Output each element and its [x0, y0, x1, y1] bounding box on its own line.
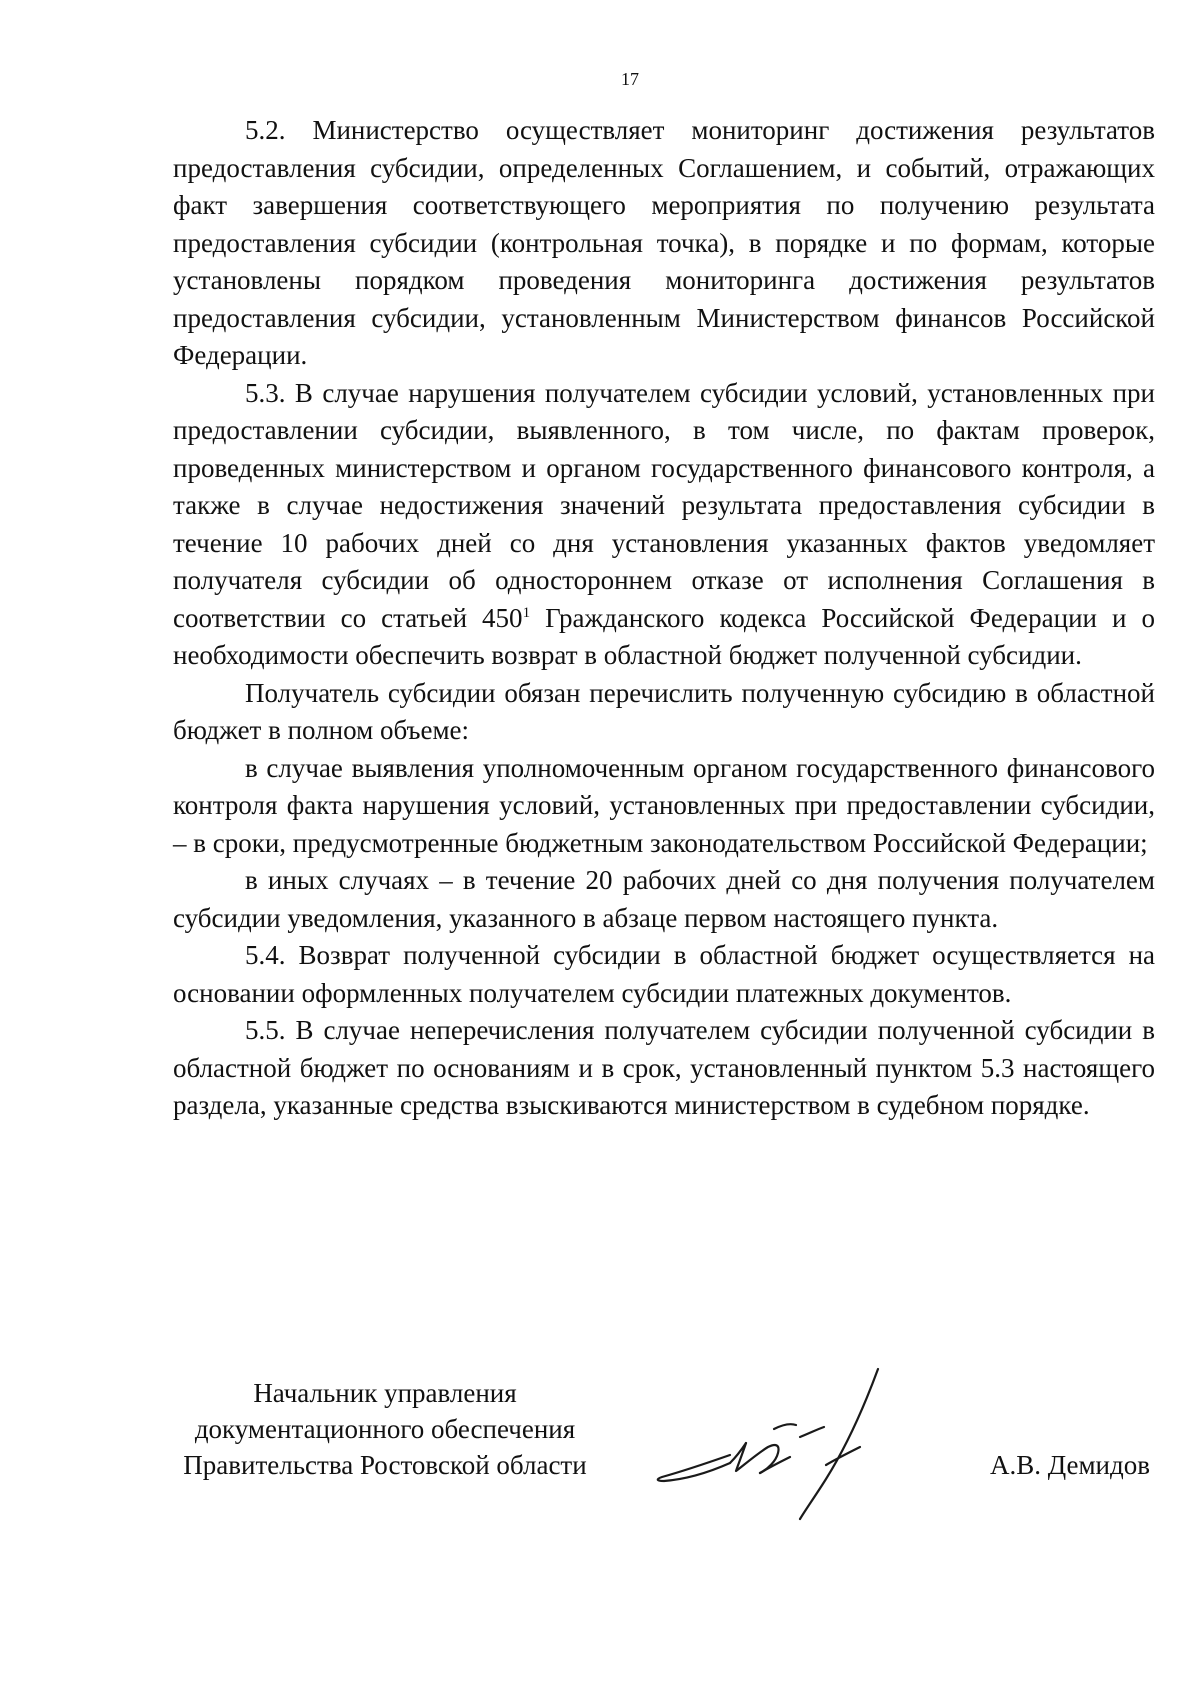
paragraph-case-violation: в случае выявления уполномоченным органом государственного финансового контроля факта нарушения условий, установленных при предоставлении субсидии, – в сроки, предусмотренные бюджетным законодательством Российской Федерации; [173, 752, 1155, 858]
signer-title-line: документационного обеспечения [194, 1414, 576, 1444]
handwritten-signature [650, 1367, 920, 1537]
signer-title-line: Правительства Ростовской области [183, 1450, 587, 1480]
paragraph-5-3-text: 5.3. В случае нарушения получателем субсидии условий, установленных при предоставлении субсидии, выявленного, в том числе, по фактам проверок, проведенных министерством и органом государственного финансового контроля, а также в случае недостижения значений результата предоставления субсидии в течение 10 рабочих дней со дня установления указанных фактов уведомляет получателя субсидии об одностороннем отказе от исполнения Соглашения в соответствии со статьей 450 [173, 377, 1155, 633]
signer-name: А.В. Демидов [989, 1450, 1150, 1480]
paragraph-5-2: 5.2. Министерство осуществляет мониторинг достижения результатов предоставления субсидии, определенных Соглашением, и событий, отражающих факт завершения соответствующего мероприятия по получению результата предоставления субсидии (контрольная точка), в порядке и по формам, которые установлены порядком проведения мониторинга достижения результатов предоставления субсидии, установленным Министерством финансов Российской Федерации. [173, 115, 1155, 370]
signer-title [170, 1375, 600, 1483]
paragraph-case-other: в иных случаях – в течение 20 рабочих дней со дня получения получателем субсидии уведомления, указанного в абзаце первом настоящего пункта. [173, 865, 1155, 933]
signer-title-line: Начальник управления [253, 1378, 517, 1408]
paragraph-5-4: 5.4. Возврат полученной субсидии в областной бюджет осуществляется на основании оформленных получателем субсидии платежных документов. [173, 940, 1155, 1008]
paragraph-5-3-continuation: Гражданского кодекса Российской Федерации и о необходимости обеспечить возврат в областной бюджет полученной субсидии. [173, 602, 1155, 670]
article-superscript: 1 [522, 604, 531, 621]
paragraph-5-3 [173, 375, 1155, 675]
paragraph-5-5: 5.5. В случае неперечисления получателем субсидии полученной субсидии в областной бюджет по основаниям и в срок, установленный пунктом 5.3 настоящего раздела, указанные средства взыскиваются министерством в судебном порядке. [173, 1015, 1155, 1120]
paragraph-recipient-obligation: Получатель субсидии обязан перечислить полученную субсидию в областной бюджет в полном объеме: [173, 677, 1155, 745]
signature-block [170, 1375, 1150, 1535]
document-body [173, 112, 1155, 1125]
page-number: 17 [621, 69, 639, 89]
